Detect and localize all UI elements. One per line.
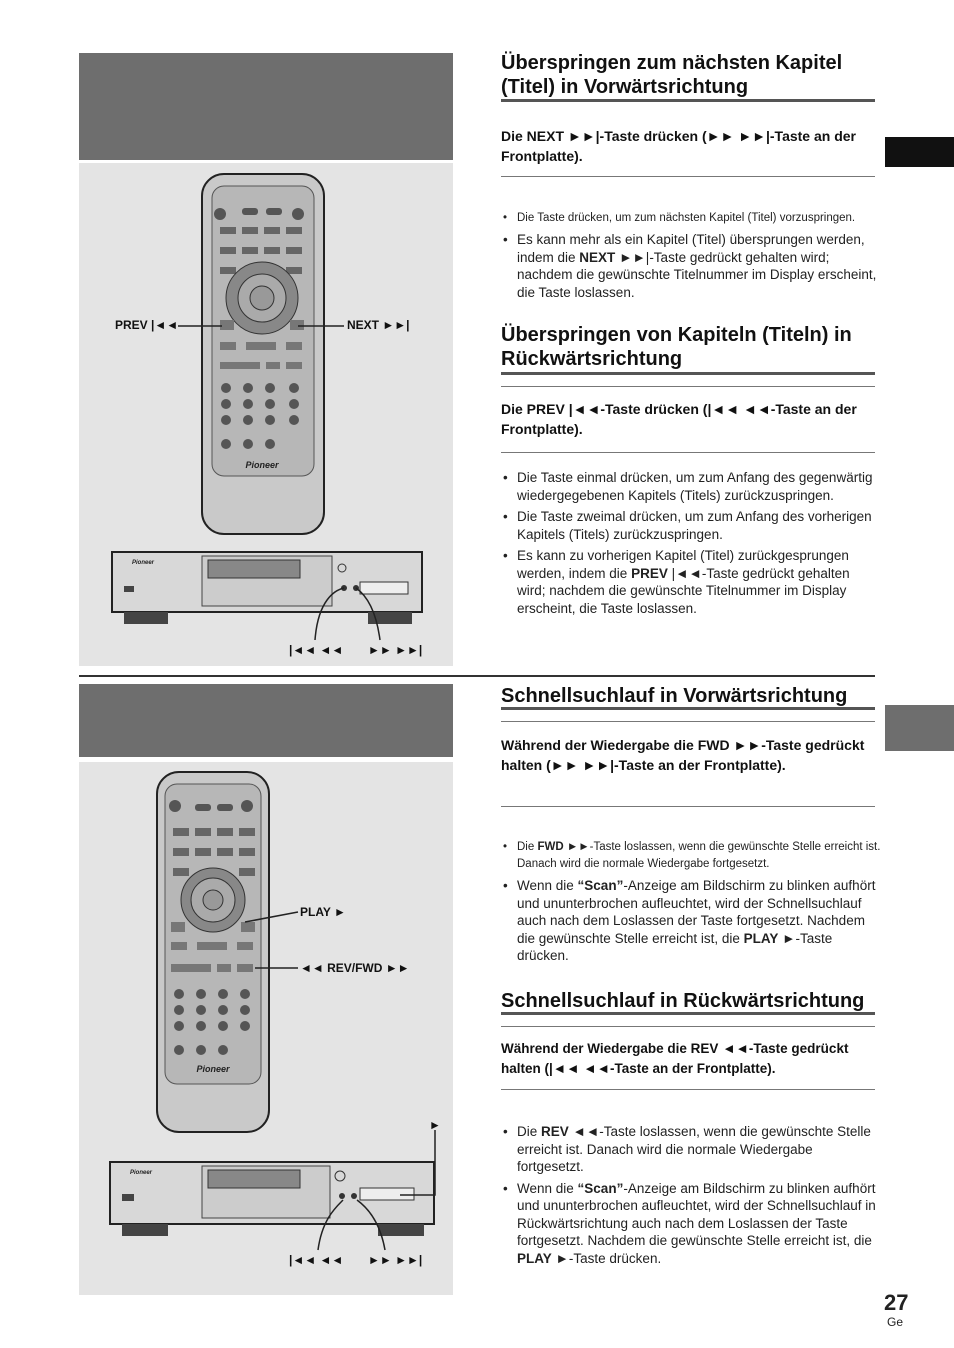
- section4-title: Schnellsuchlauf in Rückwärtsrichtung: [501, 990, 865, 1012]
- section2-title-rule-thin: [501, 386, 875, 387]
- list-item: • Die Taste zweimal drücken, um zum Anfang des vorherigen Kapitels (Titels) zurückzuspringen.: [501, 508, 881, 543]
- section3-bullets: [501, 839, 881, 969]
- section4-instruction: Während der Wiedergabe die REV ◄◄-Taste gedrückt halten (|◄◄ ◄◄-Taste an der Frontplatte).: [501, 1041, 849, 1076]
- page-language-code: Ge: [887, 1315, 904, 1329]
- section3-title: Schnellsuchlauf in Vorwärtsrichtung: [501, 685, 848, 707]
- callout-front-rev: |◄◄ ◄◄: [289, 1253, 344, 1267]
- callout-front-prev: |◄◄ ◄◄: [289, 643, 344, 657]
- section2-instruction-rule: [501, 452, 875, 453]
- section1-instruction: Die NEXT ►►|-Taste drücken (►► ►►|-Taste an der Frontplatte).: [501, 128, 856, 164]
- player-brand-label: Pioneer: [132, 560, 155, 566]
- section1-bullets: [501, 210, 881, 305]
- page-number: 27: [884, 1290, 909, 1315]
- section2-title-rule: [501, 372, 875, 375]
- list-item: • Die Taste drücken, um zum nächsten Kapitel (Titel) vorzuspringen.: [501, 210, 881, 227]
- callout-play: PLAY ►: [300, 905, 346, 919]
- section1-title-rule: [501, 99, 875, 102]
- section1-instruction-rule: [501, 176, 875, 177]
- list-item: • Die FWD ►►-Taste loslassen, wenn die gewünschte Stelle erreicht ist. Danach wird die normale Wiedergabe fortgesetzt.: [501, 839, 881, 873]
- section2-bullets: [501, 469, 881, 621]
- section2-title: Überspringen von Kapiteln (Titeln) in Rückwärtsrichtung: [501, 324, 852, 370]
- section-divider: [79, 675, 875, 677]
- callout-front-next: ►► ►►|: [368, 643, 423, 657]
- chapter-tab-gray: [885, 705, 954, 751]
- remote-brand-label-2: Pioneer: [196, 1064, 230, 1074]
- callout-prev: PREV |◄◄: [115, 318, 179, 332]
- section3-title-rule: [501, 707, 875, 710]
- callout-front-fwd: ►► ►►|: [368, 1253, 423, 1267]
- player-brand-label-2: Pioneer: [130, 1170, 153, 1176]
- list-item: • Wenn die “Scan”-Anzeige am Bildschirm zu blinken aufhört und ununterbrochen aufleuchtet, wird der Schnellsuchlauf auch nach dem Loslassen der Taste fortgesetzt. Nachdem die gewünschte Stelle erreicht ist, die PLAY ►-Taste drücken.: [501, 877, 881, 965]
- remote-brand-label: Pioneer: [245, 460, 279, 470]
- section1-title: Überspringen zum nächsten Kapitel (Titel) in Vorwärtsrichtung: [501, 52, 843, 98]
- callout-play-arrow: ►: [429, 1118, 441, 1132]
- list-item: • Wenn die “Scan”-Anzeige am Bildschirm zu blinken aufhört und ununterbrochen aufleuchtet, wird der Schnellsuchlauf in Rückwärtsrichtung auch nach dem Loslassen der Taste fortgesetzt. Nachdem die gewünschte Stelle erreicht ist, die PLAY ►-Taste drücken.: [501, 1180, 881, 1268]
- section4-instruction-rule: [501, 1089, 875, 1090]
- section4-title-rule: [501, 1012, 875, 1015]
- list-item: • Es kann zu vorherigen Kapitel (Titel) zurückgesprungen werden, indem die PREV |◄◄-Taste gedrückt gehalten wird; nachdem die gewünschte Titelnummer im Display erscheint, die Taste loslassen.: [501, 547, 881, 617]
- callout-rev-fwd: ◄◄ REV/FWD ►►: [300, 961, 410, 975]
- section3-instruction-rule: [501, 806, 875, 807]
- callout-next: NEXT ►►|: [347, 318, 410, 332]
- section2-instruction: Die PREV |◄◄-Taste drücken (|◄◄ ◄◄-Taste an der Frontplatte).: [501, 401, 857, 437]
- chapter-tab-black: [885, 137, 954, 167]
- section4-bullets: [501, 1123, 881, 1271]
- list-item: • Die Taste einmal drücken, um zum Anfang des gegenwärtig wiedergegebenen Kapitels (Titels) zurückzuspringen.: [501, 469, 881, 504]
- section3-instruction: Während der Wiedergabe die FWD ►►-Taste gedrückt halten (►► ►►|-Taste an der Frontplatte).: [501, 737, 865, 773]
- section4-title-rule-thin: [501, 1026, 875, 1027]
- section3-title-rule-thin: [501, 721, 875, 722]
- list-item: • Die REV ◄◄-Taste loslassen, wenn die gewünschte Stelle erreicht ist. Danach wird die normale Wiedergabe fortgesetzt.: [501, 1123, 881, 1176]
- list-item: • Es kann mehr als ein Kapitel (Titel) übersprungen werden, indem die NEXT ►►|-Taste gedrückt gehalten wird; nachdem die gewünschte Titelnummer im Display erscheint, die Taste loslassen.: [501, 231, 881, 301]
